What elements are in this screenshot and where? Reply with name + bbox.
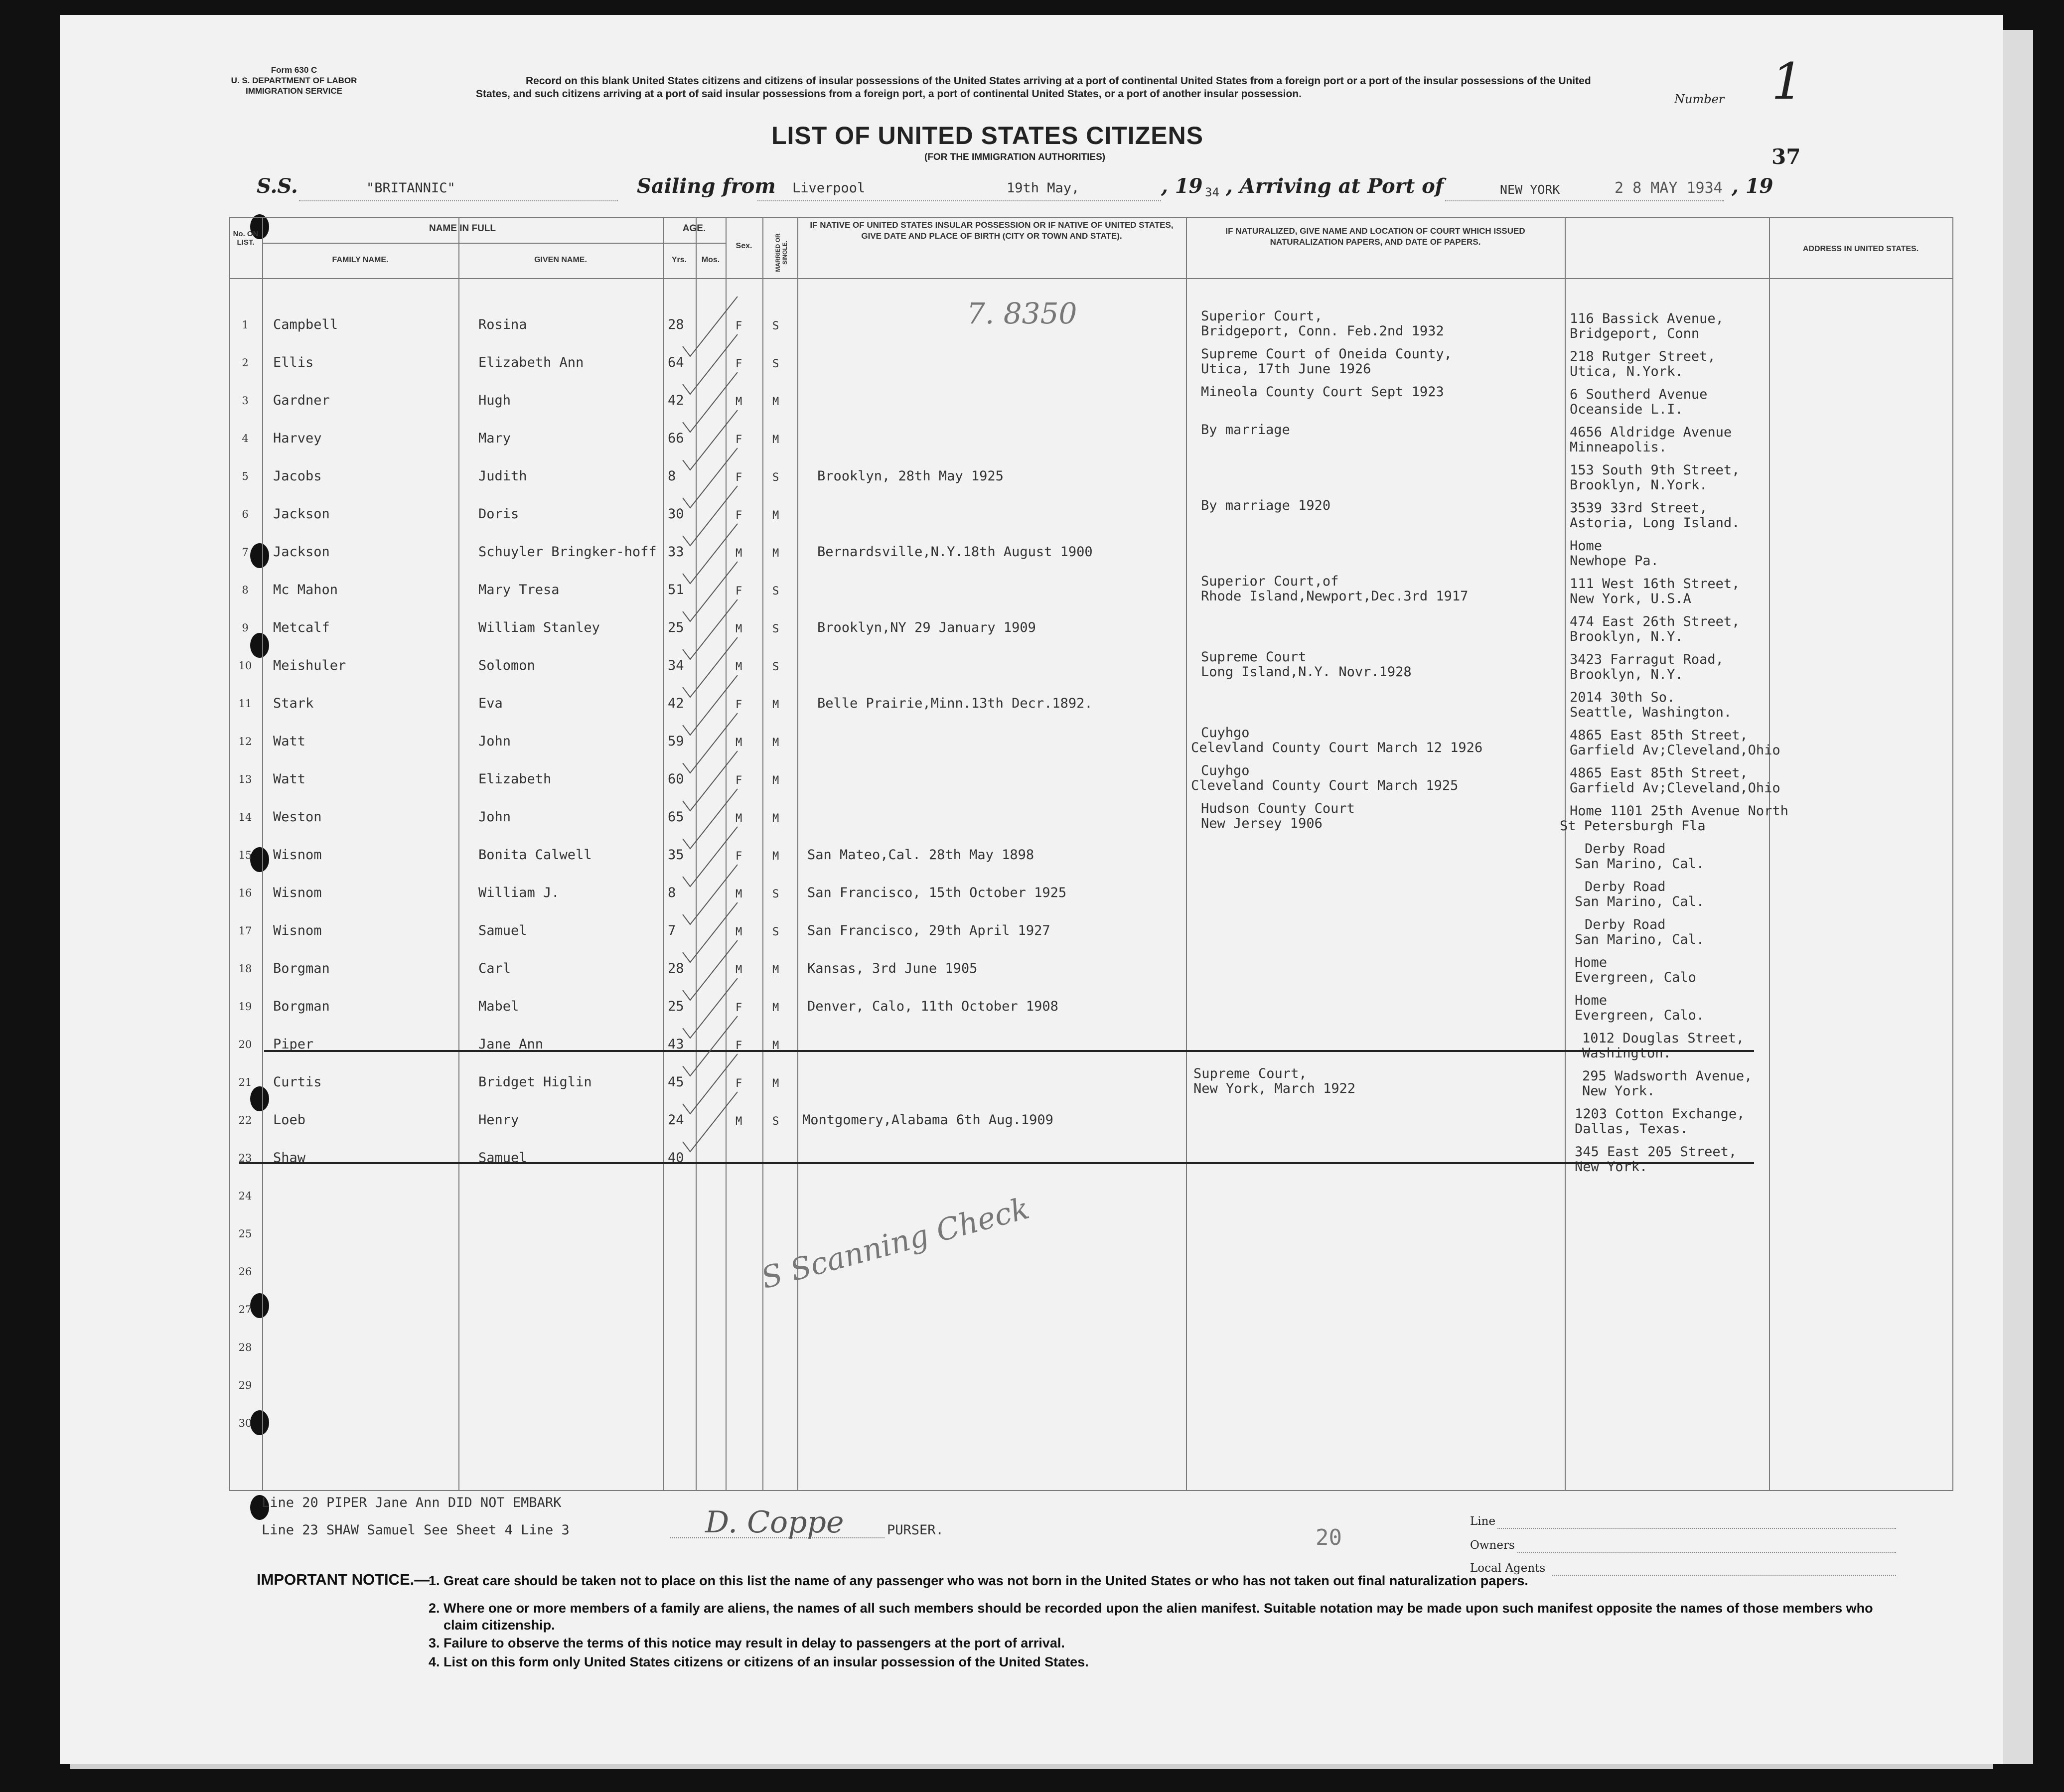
row-number: 25 — [238, 1228, 252, 1240]
family-name: Jackson — [273, 544, 330, 560]
family-name: Wisnom — [273, 885, 322, 900]
naturalization-line1: By marriage 1920 — [1201, 498, 1331, 513]
sex: M — [736, 964, 742, 976]
naturalization-line1: Cuyhgo — [1201, 725, 1250, 741]
family-name: Meishuler — [273, 658, 346, 673]
sex: F — [736, 774, 742, 787]
address-line1: Derby Road — [1585, 879, 1666, 895]
owners-label: Owners — [1470, 1539, 1515, 1552]
age-years: 35 — [668, 847, 684, 863]
given-name: John — [478, 734, 511, 749]
marital-status: M — [772, 964, 779, 976]
col-rule — [1769, 217, 1770, 1490]
given-name: Judith — [478, 468, 527, 484]
sex: F — [736, 1077, 742, 1090]
header-naturalized: IF NATURALIZED, GIVE NAME AND LOCATION OF COURT WHICH ISSUED NATURALIZATION PAPERS, AND DATE OF PAPERS. — [1225, 226, 1525, 247]
notice-item-1: 1. Great care should be taken not to place on this list the name of any passenger who was not born in the United States or who has not taken out final naturalization papers. — [429, 1573, 1528, 1588]
address-line1: 116 Bassick Avenue, — [1570, 311, 1724, 326]
line-field — [1497, 1528, 1896, 1529]
age-years: 59 — [668, 734, 684, 749]
footer — [257, 1495, 1901, 1610]
row-number: 22 — [238, 1114, 252, 1126]
year-end: , 19 — [1732, 174, 1773, 198]
strike-line-row-23 — [239, 1162, 1754, 1164]
note-line-23: Line 23 SHAW Samuel See Sheet 4 Line 3 — [262, 1522, 570, 1538]
naturalization-line1: Cuyhgo — [1201, 763, 1250, 778]
given-name: Schuyler Bringker-hoff — [478, 544, 657, 560]
header-given-name: GIVEN NAME. — [534, 256, 587, 264]
age-years: 25 — [668, 999, 684, 1014]
marital-status: M — [772, 774, 779, 787]
address-line1: 218 Rutger Street, — [1570, 349, 1716, 364]
given-name: Henry — [478, 1112, 519, 1128]
family-name: Ellis — [273, 355, 314, 370]
family-name: Weston — [273, 809, 322, 825]
sex: F — [736, 585, 742, 597]
naturalization-line2: Rhode Island,Newport,Dec.3rd 1917 — [1201, 589, 1469, 604]
address-line2: New York, U.S.A — [1570, 591, 1691, 606]
row-number: 20 — [238, 1039, 252, 1050]
family-name: Piper — [273, 1037, 314, 1052]
sex: F — [736, 1040, 742, 1052]
age-years: 42 — [668, 696, 684, 711]
address-line1: 2014 30th So. — [1570, 690, 1675, 705]
birth-place: San Francisco, 15th October 1925 — [807, 885, 1067, 900]
row-rule — [229, 1490, 1953, 1491]
address-line1: 3423 Farragut Road, — [1570, 652, 1724, 667]
row-number: 9 — [242, 622, 249, 634]
birth-place: Montgomery,Alabama 6th Aug.1909 — [802, 1112, 1053, 1128]
header-name-in-full: NAME IN FULL — [429, 223, 496, 234]
sex: F — [736, 850, 742, 863]
address-line1: 4865 East 85th Street, — [1570, 765, 1748, 781]
address-line1: Derby Road — [1585, 841, 1666, 857]
owners-field — [1517, 1552, 1896, 1553]
naturalization-line2: New Jersey 1906 — [1201, 816, 1323, 831]
family-name: Mc Mahon — [273, 582, 338, 597]
col-rule — [663, 217, 664, 1490]
birth-place: San Francisco, 29th April 1927 — [807, 923, 1050, 938]
year-suffix: 34 — [1205, 185, 1219, 199]
age-years: 7 — [668, 923, 676, 938]
given-name: Mabel — [478, 999, 519, 1014]
port-from: Liverpool — [792, 180, 866, 196]
given-name: Elizabeth — [478, 771, 552, 787]
naturalization-line1: Supreme Court of Oneida County, — [1201, 346, 1452, 362]
birth-place: Denver, Calo, 11th October 1908 — [807, 999, 1058, 1014]
family-name: Borgman — [273, 961, 330, 976]
notice-item-text: Great care should be taken not to place on this list the name of any passenger who was not born in the United States or who has not taken out final naturalization papers. — [443, 1573, 1528, 1588]
address-line2: Newhope Pa. — [1570, 553, 1659, 569]
age-years: 43 — [668, 1037, 684, 1052]
dotted-rule — [757, 200, 1161, 201]
marital-status: M — [772, 737, 779, 749]
row-number: 12 — [238, 736, 252, 747]
naturalization-line2: Utica, 17th June 1926 — [1201, 361, 1371, 377]
age-years: 66 — [668, 431, 684, 446]
notice-item-3: 3. Failure to observe the terms of this notice may result in delay to passengers at the port of arrival. — [429, 1636, 1065, 1650]
age-years: 42 — [668, 393, 684, 408]
naturalization-line1: Superior Court,of — [1201, 574, 1339, 589]
header-birth: IF NATIVE OF UNITED STATES INSULAR POSSESSION OR IF NATIVE OF UNITED STATES, GIVE DATE AND PLACE OF BIRTH (CITY OR TOWN AND STATE). — [810, 220, 1174, 241]
family-name: Wisnom — [273, 847, 322, 863]
address-line2: Brooklyn, N.Y. — [1570, 667, 1683, 682]
line-label: Line — [1470, 1515, 1496, 1528]
note-line-20: Line 20 PIPER Jane Ann DID NOT EMBARK — [262, 1495, 562, 1510]
header-sex: Sex. — [736, 242, 752, 250]
address-line2: Bridgeport, Conn — [1570, 326, 1700, 341]
address-line2: Astoria, Long Island. — [1570, 515, 1740, 531]
address-line1: Home 1101 25th Avenue North — [1570, 803, 1788, 819]
sex: M — [736, 661, 742, 673]
notice-item-text: Where one or more members of a family are aliens, the names of all such members should be recorded upon the alien manifest. Suitable notation may be made upon such manifest opposite the names of those members who claim citizenship. — [443, 1601, 1873, 1633]
stamp-number: 20 — [1316, 1525, 1342, 1550]
row-number: 21 — [238, 1076, 252, 1088]
given-name: Elizabeth Ann — [478, 355, 584, 370]
col-rule — [262, 217, 263, 1490]
family-name: Borgman — [273, 999, 330, 1014]
row-number: 26 — [238, 1266, 252, 1278]
family-name: Stark — [273, 696, 314, 711]
family-name: Jackson — [273, 506, 330, 522]
marital-status: S — [772, 926, 779, 938]
header-age: AGE. — [682, 223, 706, 234]
age-years: 40 — [668, 1150, 684, 1166]
address-line2: San Marino, Cal. — [1575, 932, 1705, 947]
address-line1: Derby Road — [1585, 917, 1666, 932]
family-name: Watt — [273, 771, 306, 787]
row-number: 16 — [238, 887, 252, 899]
given-name: William J. — [478, 885, 560, 900]
handwritten-note: S Scanning Check — [757, 1191, 1033, 1296]
sex: M — [736, 737, 742, 749]
row-number: 24 — [238, 1190, 252, 1202]
address-line2: Utica, N.York. — [1570, 364, 1683, 379]
row-number: 4 — [242, 433, 249, 445]
header-no: No. ON LIST. — [233, 230, 259, 247]
local-agents-label: Local Agents — [1470, 1562, 1546, 1575]
row-number: 3 — [242, 395, 249, 407]
naturalization-line1: Supreme Court, — [1193, 1066, 1307, 1081]
address-line2: Brooklyn, N.Y. — [1570, 629, 1683, 644]
sailing-date: 19th May, — [1007, 180, 1080, 196]
age-years: 60 — [668, 771, 684, 787]
notice-item-text: List on this form only United States citizens or citizens of an insular possession of the United States. — [443, 1654, 1089, 1669]
family-name: Watt — [273, 734, 306, 749]
sailing-label: Sailing from — [637, 174, 776, 198]
row-number: 29 — [238, 1379, 252, 1391]
age-years: 25 — [668, 620, 684, 635]
address-line2: San Marino, Cal. — [1575, 856, 1705, 872]
age-years: 51 — [668, 582, 684, 597]
family-name: Curtis — [273, 1074, 322, 1090]
address-line2: New York. — [1575, 1159, 1648, 1175]
address-line1: 1012 Douglas Street, — [1582, 1031, 1745, 1046]
given-name: Doris — [478, 506, 519, 522]
address-line1: 295 Wadsworth Avenue, — [1582, 1068, 1753, 1084]
form-reference: Form 630 C U. S. DEPARTMENT OF LABOR IMMIGRATION SERVICE — [231, 65, 357, 96]
address-line2: Garfield Av;Cleveland,Ohio — [1570, 743, 1780, 758]
sex: M — [736, 623, 742, 635]
naturalization-line1: Superior Court, — [1201, 308, 1323, 324]
age-years: 8 — [668, 468, 676, 484]
row-number: 19 — [238, 1001, 252, 1013]
row-number: 8 — [242, 584, 249, 596]
given-name: William Stanley — [478, 620, 600, 635]
address-line2: Seattle, Washington. — [1570, 705, 1732, 720]
row-rule — [262, 243, 726, 244]
address-line1: 3539 33rd Street, — [1570, 500, 1708, 516]
marital-status: S — [772, 1115, 779, 1128]
sex: M — [736, 926, 742, 938]
sex: F — [736, 320, 742, 332]
row-number: 30 — [238, 1417, 252, 1429]
address-line1: Home — [1570, 538, 1603, 554]
notice-heading: IMPORTANT NOTICE.— — [257, 1571, 430, 1588]
address-line2: San Marino, Cal. — [1575, 894, 1705, 909]
birth-place: Brooklyn, 28th May 1925 — [817, 468, 1004, 484]
header-family-name: FAMILY NAME. — [332, 256, 389, 264]
handwritten-reference: 7. 8350 — [967, 297, 1077, 330]
purser-signature: D. Coppe — [705, 1505, 844, 1540]
address-line1: 1203 Cotton Exchange, — [1575, 1106, 1745, 1122]
header-address: ADDRESS IN UNITED STATES. — [1802, 245, 1919, 253]
given-name: Hugh — [478, 393, 511, 408]
sex: M — [736, 547, 742, 560]
given-name: Mary — [478, 431, 511, 446]
naturalization-line2: Long Island,N.Y. Novr.1928 — [1201, 664, 1412, 680]
address-line2: Oceanside L.I. — [1570, 402, 1683, 417]
age-years: 28 — [668, 317, 684, 332]
sheet-number: 1 — [1771, 52, 1803, 111]
marital-status: M — [772, 434, 779, 446]
row-number: 10 — [238, 660, 252, 672]
family-name: Wisnom — [273, 923, 322, 938]
marital-status: S — [772, 888, 779, 900]
marital-status: S — [772, 623, 779, 635]
age-years: 24 — [668, 1112, 684, 1128]
address-line2: Washington. — [1582, 1045, 1671, 1061]
family-name: Shaw — [273, 1150, 306, 1166]
col-rule — [797, 217, 798, 1490]
address-line2: Evergreen, Calo — [1575, 970, 1696, 985]
naturalization-line1: Mineola County Court Sept 1923 — [1201, 384, 1444, 400]
family-name: Campbell — [273, 317, 338, 332]
marital-status: S — [772, 585, 779, 597]
row-number: 6 — [242, 508, 249, 520]
address-line2: Garfield Av;Cleveland,Ohio — [1570, 780, 1780, 796]
address-line1: 345 East 205 Street, — [1575, 1144, 1737, 1160]
address-line2: New York. — [1582, 1083, 1655, 1099]
dotted-rule — [299, 200, 618, 201]
family-name: Harvey — [273, 431, 322, 446]
age-years: 64 — [668, 355, 684, 370]
given-name: Rosina — [478, 317, 527, 332]
given-name: Bonita Calwell — [478, 847, 592, 863]
arrival-stamp: 2 8 MAY 1934 — [1615, 179, 1723, 197]
family-name: Loeb — [273, 1112, 306, 1128]
sex: F — [736, 509, 742, 522]
row-number: 17 — [238, 925, 252, 937]
marital-status: M — [772, 509, 779, 522]
given-name: Samuel — [478, 1150, 527, 1166]
given-name: Mary Tresa — [478, 582, 560, 597]
sex: F — [736, 434, 742, 446]
sex: F — [736, 699, 742, 711]
age-years: 33 — [668, 544, 684, 560]
given-name: Eva — [478, 696, 503, 711]
marital-status: M — [772, 850, 779, 863]
header-yrs: Yrs. — [671, 256, 687, 264]
col-rule — [1186, 217, 1187, 1490]
address-line1: 6 Southerd Avenue — [1570, 387, 1708, 402]
sex: M — [736, 396, 742, 408]
birth-place: Kansas, 3rd June 1905 — [807, 961, 978, 976]
address-line2: Brooklyn, N.York. — [1570, 477, 1708, 493]
notice-item-4: 4. List on this form only United States citizens or citizens of an insular possession of the United States. — [429, 1654, 1089, 1669]
address-line1: 4865 East 85th Street, — [1570, 728, 1748, 743]
ship-name: "BRITANNIC" — [366, 180, 455, 196]
age-years: 28 — [668, 961, 684, 976]
arriving-label: , Arriving at Port of — [1226, 174, 1444, 198]
address-line1: 474 East 26th Street, — [1570, 614, 1740, 629]
row-number: 23 — [238, 1152, 252, 1164]
family-name: Metcalf — [273, 620, 330, 635]
page-number: 37 — [1771, 145, 1801, 169]
age-years: 65 — [668, 809, 684, 825]
port-to: NEW YORK — [1500, 182, 1560, 197]
birth-place: Belle Prairie,Minn.13th Decr.1892. — [817, 696, 1093, 711]
page-title: LIST OF UNITED STATES CITIZENS — [771, 122, 1204, 149]
row-rule — [229, 217, 1953, 218]
notice-item-text: Failure to observe the terms of this notice may result in delay to passengers at the port of arrival. — [443, 1636, 1065, 1650]
family-name: Gardner — [273, 393, 330, 408]
age-years: 8 — [668, 885, 676, 900]
col-rule — [1952, 217, 1953, 1490]
purser-label: PURSER. — [887, 1522, 944, 1538]
sex: F — [736, 471, 742, 484]
sex: F — [736, 1002, 742, 1014]
row-number: 5 — [242, 470, 249, 482]
marital-status: M — [772, 547, 779, 560]
address-line2: Dallas, Texas. — [1575, 1121, 1688, 1137]
given-name: Samuel — [478, 923, 527, 938]
address-line1: 153 South 9th Street, — [1570, 462, 1740, 478]
marital-status: M — [772, 699, 779, 711]
form-instructions: Record on this blank United States citizens and citizens of insular possessions of the United States arriving at a port of continental United States from a foreign port or a port of the insular possessions of the United States, and such citizens arriving at a port of said insular possessions from a foreign port, a port of continental United States, or a port of another insular possession. — [476, 75, 1591, 100]
marital-status: M — [772, 1002, 779, 1014]
birth-place: Bernardsville,N.Y.18th August 1900 — [817, 544, 1093, 560]
row-number: 13 — [238, 773, 252, 785]
strike-line-row-20 — [264, 1050, 1754, 1052]
marital-status: M — [772, 396, 779, 408]
naturalization-line2: Cleveland County Court March 1925 — [1191, 778, 1459, 793]
address-line2: Minneapolis. — [1570, 440, 1667, 455]
row-number: 15 — [238, 849, 252, 861]
age-years: 30 — [668, 506, 684, 522]
notice-item-2: 2. Where one or more members of a family are aliens, the names of all such members should be recorded upon the alien manifest. Suitable notation may be made upon such manifest opposite the names of those members who claim citizenship. — [429, 1601, 1873, 1633]
marital-status: S — [772, 320, 779, 332]
address-line1: 4656 Aldridge Avenue — [1570, 425, 1732, 440]
passenger-table — [229, 217, 1953, 1490]
marital-status: S — [772, 471, 779, 484]
number-label: Number — [1674, 92, 1725, 106]
check-marks — [678, 287, 777, 1184]
age-years: 34 — [668, 658, 684, 673]
row-number: 1 — [242, 319, 249, 331]
ss-label: S.S. — [257, 174, 298, 198]
address-line2: St Petersburgh Fla — [1560, 818, 1706, 834]
row-number: 11 — [238, 698, 252, 710]
given-name: Carl — [478, 961, 511, 976]
marital-status: M — [772, 1040, 779, 1052]
row-number: 7 — [242, 546, 249, 558]
address-line1: Home — [1575, 955, 1608, 970]
row-number: 28 — [238, 1342, 252, 1353]
naturalization-line1: By marriage — [1201, 422, 1290, 438]
sex: F — [736, 358, 742, 370]
row-number: 27 — [238, 1304, 252, 1316]
row-number: 18 — [238, 963, 252, 975]
row-rule — [229, 278, 1953, 279]
given-name: Solomon — [478, 658, 535, 673]
marital-status: S — [772, 661, 779, 673]
header-mos: Mos. — [701, 256, 720, 264]
sex: M — [736, 812, 742, 825]
birth-place: San Mateo,Cal. 28th May 1898 — [807, 847, 1034, 863]
marital-status: M — [772, 1077, 779, 1090]
naturalization-line2: New York, March 1922 — [1193, 1081, 1356, 1096]
col-rule — [458, 217, 459, 1490]
row-number: 14 — [238, 811, 252, 823]
marital-status: M — [772, 812, 779, 825]
birth-place: Brooklyn,NY 29 January 1909 — [817, 620, 1036, 635]
naturalization-line2: Bridgeport, Conn. Feb.2nd 1932 — [1201, 323, 1444, 339]
marital-status: S — [772, 358, 779, 370]
family-name: Jacobs — [273, 468, 322, 484]
sex: M — [736, 888, 742, 900]
naturalization-line2: Celevland County Court March 12 1926 — [1191, 740, 1483, 755]
row-number: 2 — [242, 357, 249, 369]
sex: M — [736, 1115, 742, 1128]
page-subtitle: (FOR THE IMMIGRATION AUTHORITIES) — [924, 152, 1106, 162]
given-name: Bridget Higlin — [478, 1074, 592, 1090]
address-line1: Home — [1575, 993, 1608, 1008]
address-line2: Evergreen, Calo. — [1575, 1008, 1705, 1023]
naturalization-line1: Supreme Court — [1201, 649, 1307, 665]
age-years: 45 — [668, 1074, 684, 1090]
col-rule — [1565, 217, 1566, 1490]
naturalization-line1: Hudson County Court — [1201, 801, 1355, 816]
header-married-single: MARRIED OR SINGLE. — [774, 233, 788, 272]
dotted-rule — [1445, 200, 1724, 201]
given-name: John — [478, 809, 511, 825]
given-name: Jane Ann — [478, 1037, 544, 1052]
year-prefix: , 19 — [1161, 174, 1203, 198]
address-line1: 111 West 16th Street, — [1570, 576, 1740, 592]
